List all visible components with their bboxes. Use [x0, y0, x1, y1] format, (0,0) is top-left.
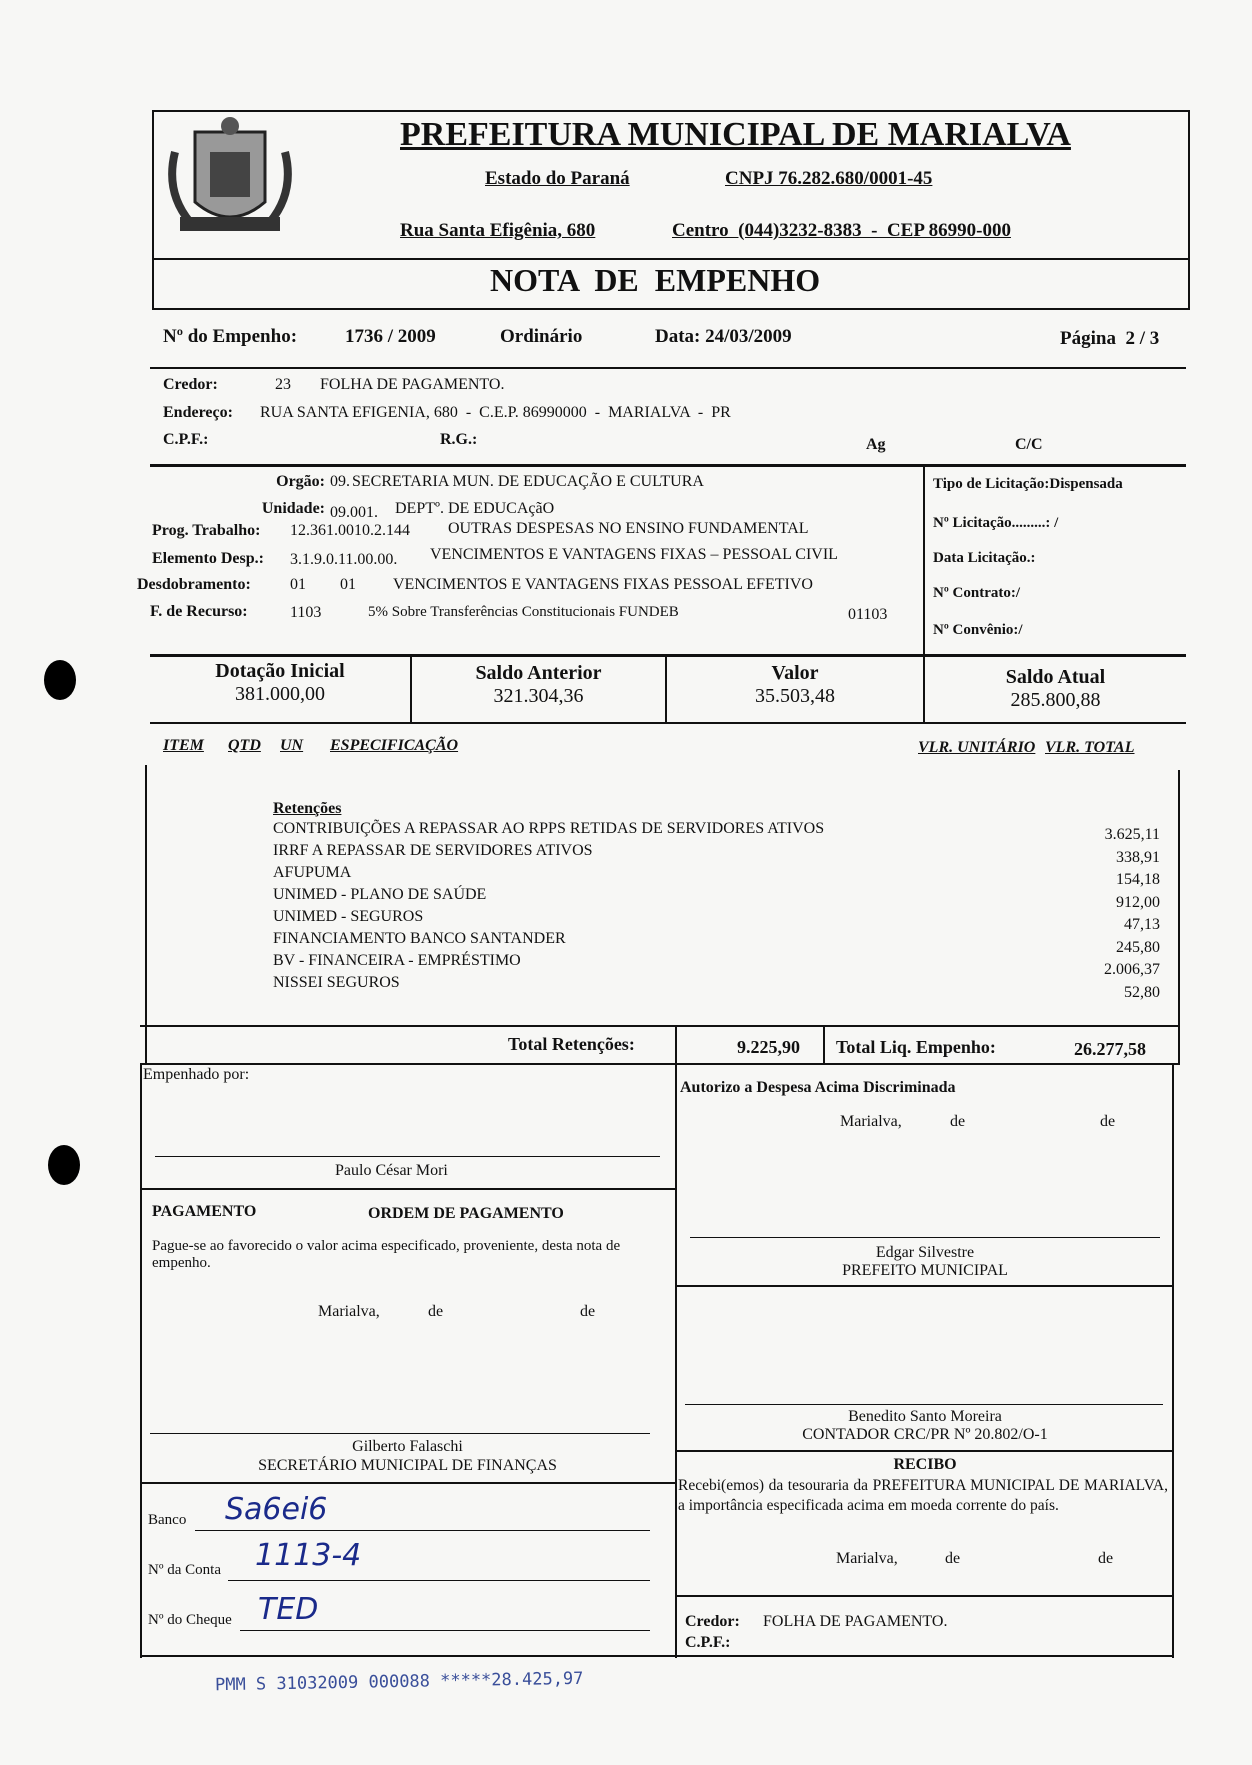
banco-value: Sa6ei6: [225, 1492, 328, 1527]
recibo-text: Recebi(emos) da tesouraria da PREFEITURA MUNICIPAL DE MARIALVA, a importância especificada acima em moeda corrente do país.: [678, 1477, 1168, 1514]
conta-value: 1113-4: [255, 1538, 362, 1573]
prog-trabalho-code: 12.361.0010.2.144: [290, 522, 410, 539]
divider: [140, 1063, 1180, 1065]
value-label: Dotação Inicial: [215, 660, 345, 682]
retencao-value: 2.006,37: [1104, 961, 1160, 978]
autorizo-despesa: Autorizo a Despesa Acima Discriminada: [680, 1079, 956, 1096]
value-amount: 285.800,88: [1010, 689, 1101, 711]
state-label: Estado do Paraná: [485, 168, 630, 189]
retencao-desc: NISSEI SEGUROS: [273, 974, 400, 991]
mechanical-stamp: PMM S 31032009 000088 *****28.425,97: [214, 1668, 584, 1696]
page-number: Página 2 / 3: [1060, 328, 1160, 349]
cc-label: C/C: [1015, 436, 1043, 453]
divider: [675, 1027, 677, 1063]
recibo-credor-label: Credor:: [685, 1613, 740, 1630]
recurso-code: 1103: [290, 604, 322, 621]
empenho-label: Nº do Empenho:: [163, 326, 298, 347]
de-label: de: [580, 1303, 596, 1320]
retencao-value: 912,00: [1116, 893, 1160, 911]
recurso-label: F. de Recurso:: [150, 603, 248, 620]
numero-licitacao: Nº Licitação.........: /: [933, 515, 1059, 531]
elemento-code: 3.1.9.0.11.00.00.: [290, 551, 398, 568]
col-item: ITEM: [163, 737, 204, 754]
total-retencoes-label: Total Retenções:: [508, 1034, 635, 1054]
contador-name: Benedito Santo Moreira: [848, 1408, 1002, 1425]
credor-address: RUA SANTA EFIGENIA, 680 - C.E.P. 86990000 - MARIALVA - PR: [260, 404, 731, 421]
banco-label: Banco: [148, 1512, 187, 1528]
empenhado-por-name: Paulo César Mori: [335, 1162, 448, 1179]
divider: [150, 654, 1186, 657]
unidade-code: 09.001.: [330, 504, 378, 521]
saldo-atual: [925, 666, 1186, 712]
secretario-title: SECRETÁRIO MUNICIPAL DE FINANÇAS: [258, 1457, 557, 1474]
credor-name: FOLHA DE PAGAMENTO.: [320, 376, 505, 393]
divider: [675, 1450, 1174, 1452]
divider: [1172, 1063, 1174, 1658]
value-amount: 35.503,48: [755, 685, 835, 707]
total-retencoes-value: 9.225,90: [737, 1037, 800, 1057]
address: Rua Santa Efigênia, 680: [400, 220, 596, 241]
divider: [145, 765, 147, 1065]
punch-hole: [48, 1145, 80, 1185]
prefeito-name: Edgar Silvestre: [875, 1244, 975, 1261]
col-qtd: QTD: [228, 737, 261, 754]
numero-convenio: Nº Convênio:/: [933, 622, 1023, 638]
prog-trabalho-desc: OUTRAS DESPESAS NO ENSINO FUNDAMENTAL: [448, 520, 809, 537]
retencao-value: 47,13: [1124, 916, 1160, 933]
divider: [675, 1063, 677, 1658]
signature-line: [690, 1237, 1160, 1238]
cnpj: CNPJ 76.282.680/0001-45: [725, 168, 933, 189]
signature-line: [155, 1156, 660, 1157]
district-phone: Centro (044)3232-8383 - CEP 86990-000: [672, 220, 1011, 241]
punch-hole: [44, 660, 76, 700]
retencao-value: 3.625,11: [1104, 826, 1160, 843]
numero-contrato: Nº Contrato:/: [933, 585, 1021, 601]
signature-line: [685, 1404, 1163, 1405]
divider: [150, 722, 1186, 724]
elemento-desc: VENCIMENTOS E VANTAGENS FIXAS – PESSOAL CIVIL: [430, 546, 838, 563]
retencao-value: 154,18: [1116, 871, 1160, 888]
elemento-label: Elemento Desp.:: [152, 550, 264, 567]
signature-line: [150, 1433, 650, 1434]
col-un: UN: [280, 737, 304, 754]
divider: [140, 1482, 675, 1484]
divider: [140, 1063, 142, 1658]
dotacao-inicial: [150, 660, 410, 706]
municipal-seal-logo: [160, 112, 300, 252]
retencao-value: 338,91: [1116, 848, 1160, 866]
ordem-pagamento-label: ORDEM DE PAGAMENTO: [368, 1205, 564, 1222]
col-especificacao: ESPECIFICAÇÃO: [330, 737, 459, 754]
pagamento-label: PAGAMENTO: [152, 1203, 257, 1220]
retencao-desc: UNIMED - PLANO DE SAÚDE: [273, 886, 487, 903]
saldo-anterior: [412, 662, 665, 708]
divider: [150, 367, 1186, 369]
value-label: Valor: [771, 662, 819, 684]
divider: [923, 465, 925, 655]
de-label: de: [1100, 1113, 1116, 1130]
pagamento-text: Pague-se ao favorecido o valor acima especificado, proveniente, desta nota de empenho.: [152, 1238, 621, 1271]
city: Marialva,: [836, 1550, 898, 1567]
cheque-value: TED: [258, 1592, 319, 1627]
prefeito-title: PREFEITO MUNICIPAL: [842, 1262, 1008, 1279]
credor-label: Credor:: [163, 376, 218, 393]
contador-title: CONTADOR CRC/PR Nº 20.802/O-1: [802, 1426, 1048, 1443]
desdobramento-code2: 01: [340, 576, 356, 593]
value-amount: 321.304,36: [493, 685, 584, 707]
retencao-value: 52,80: [1124, 983, 1160, 1001]
retencao-desc: FINANCIAMENTO BANCO SANTANDER: [273, 930, 566, 947]
retencao-desc: UNIMED - SEGUROS: [273, 908, 424, 925]
col-vlr-total: VLR. TOTAL: [1045, 739, 1135, 756]
orgao-desc: SECRETARIA MUN. DE EDUCAÇÃO E CULTURA: [352, 473, 704, 490]
recibo-title: RECIBO: [893, 1456, 957, 1473]
prefeitura-title: PREFEITURA MUNICIPAL DE MARIALVA: [400, 116, 1071, 153]
city: Marialva,: [840, 1113, 902, 1130]
value-amount: 381.000,00: [235, 683, 325, 705]
divider: [150, 464, 1186, 467]
retencao-value: 245,80: [1116, 938, 1160, 956]
total-liquido-value: 26.277,58: [1074, 1039, 1146, 1059]
retencao-desc: CONTRIBUIÇÕES A REPASSAR AO RPPS RETIDAS DE SERVIDORES ATIVOS: [273, 820, 825, 837]
recurso-code2: 01103: [848, 606, 888, 623]
orgao-code: 09.: [330, 473, 350, 490]
field-line: [240, 1630, 650, 1631]
endereco-label: Endereço:: [163, 404, 233, 421]
document-title: NOTA DE EMPENHO: [490, 262, 821, 298]
empenhado-por-label: Empenhado por:: [143, 1066, 250, 1083]
divider: [1178, 770, 1180, 1065]
empenho-type: Ordinário: [500, 326, 583, 347]
rg-label: R.G.:: [440, 431, 478, 448]
ag-label: Ag: [866, 436, 886, 453]
divider: [140, 1025, 1180, 1027]
unidade-label: Unidade:: [261, 500, 325, 517]
col-vlr-unitario: VLR. UNITÁRIO: [918, 739, 1036, 756]
value-label: Saldo Atual: [1005, 666, 1106, 688]
divider: [675, 1285, 1174, 1287]
orgao-label: Orgão:: [276, 473, 325, 490]
data-licitacao: Data Licitação.:: [933, 550, 1036, 566]
de-label: de: [945, 1550, 961, 1567]
conta-label: Nº da Conta: [148, 1562, 221, 1578]
divider: [823, 1027, 825, 1063]
divider: [152, 258, 1188, 260]
recurso-desc: 5% Sobre Transferências Constitucionais FUNDEB: [368, 604, 679, 620]
unidade-desc: DEPTº. DE EDUCAçãO: [395, 500, 555, 517]
divider: [675, 1595, 1174, 1597]
value-label: Saldo Anterior: [475, 662, 602, 684]
desdobramento-code1: 01: [290, 576, 306, 593]
divider: [140, 1188, 675, 1190]
retencoes-title: Retenções: [273, 800, 342, 817]
de-label: de: [428, 1303, 444, 1320]
field-line: [195, 1530, 650, 1531]
valor: [667, 662, 923, 708]
empenho-number: 1736 / 2009: [345, 326, 436, 347]
de-label: de: [950, 1113, 966, 1130]
cpf-label: C.P.F.:: [163, 431, 209, 448]
desdobramento-desc: VENCIMENTOS E VANTAGENS FIXAS PESSOAL EFETIVO: [393, 576, 813, 593]
retencao-desc: IRRF A REPASSAR DE SERVIDORES ATIVOS: [273, 842, 593, 859]
retencao-desc: AFUPUMA: [273, 864, 352, 881]
secretario-name: Gilberto Falaschi: [352, 1438, 463, 1455]
empenho-date: Data: 24/03/2009: [655, 326, 792, 347]
city: Marialva,: [318, 1303, 380, 1320]
recibo-cpf-label: C.P.F.:: [685, 1634, 731, 1651]
tipo-licitacao: Tipo de Licitação:Dispensada: [933, 476, 1123, 492]
divider: [140, 1655, 1174, 1657]
credor-code: 23: [275, 376, 291, 393]
de-label: de: [1098, 1550, 1114, 1567]
desdobramento-label: Desdobramento:: [137, 576, 251, 593]
field-line: [228, 1580, 650, 1581]
recibo-credor-value: FOLHA DE PAGAMENTO.: [763, 1613, 948, 1630]
total-liquido-label: Total Liq. Empenho:: [836, 1037, 996, 1057]
prog-trabalho-label: Prog. Trabalho:: [152, 522, 261, 539]
cheque-label: Nº do Cheque: [148, 1612, 232, 1628]
retencao-desc: BV - FINANCEIRA - EMPRÉSTIMO: [273, 952, 521, 969]
